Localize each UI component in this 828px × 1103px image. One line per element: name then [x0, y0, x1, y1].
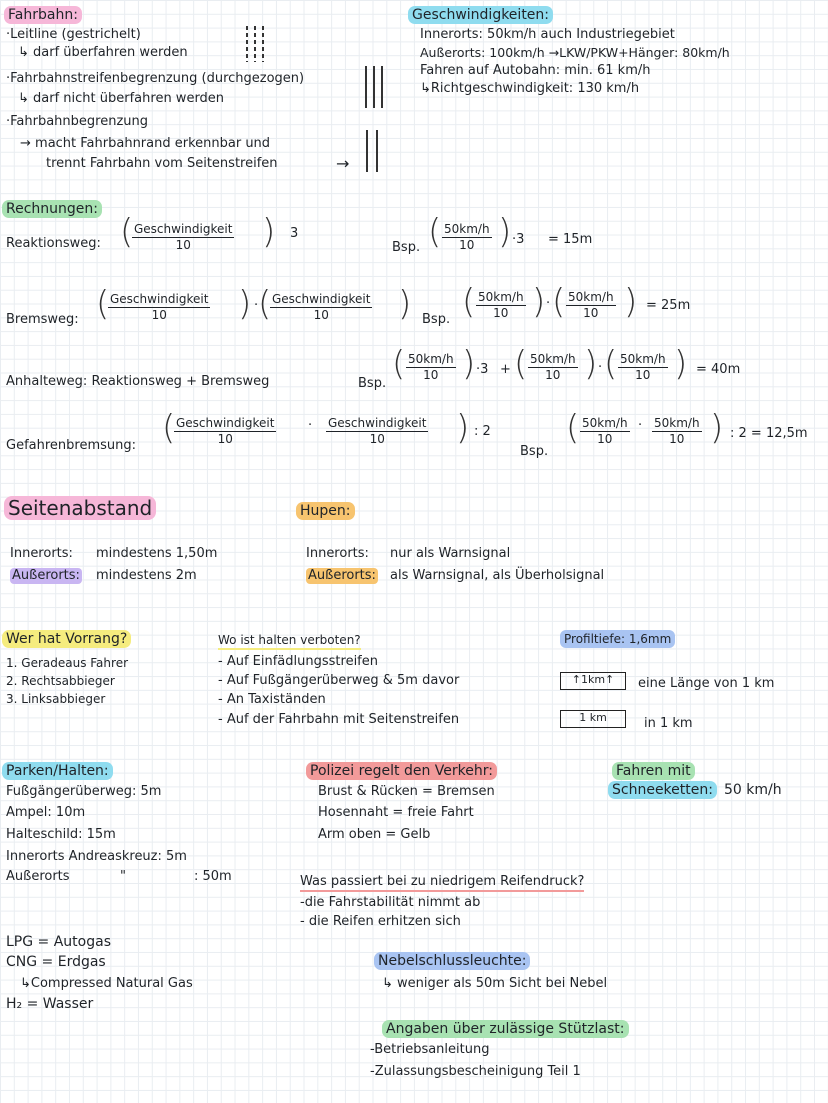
divide-two: : 2 — [474, 424, 491, 439]
parken-title: Parken/Halten: — [2, 762, 113, 780]
stuetzlast-title: Angaben über zulässige Stützlast: — [382, 1020, 629, 1038]
gefahrenbremsung-label: Gefahrenbremsung: — [6, 438, 137, 453]
parken-ausserorts-value: : 50m — [194, 869, 232, 884]
seitenabstand-ausserorts-value: mindestens 2m — [96, 568, 197, 583]
numerator: Geschwindigkeit — [110, 292, 209, 306]
denominator: 10 — [669, 432, 685, 446]
profiltiefe-title: Profiltiefe: 1,6mm — [560, 630, 675, 648]
list-item: 2. Rechtsabbieger — [6, 674, 115, 688]
length-sign-description: eine Länge von 1 km — [638, 676, 775, 691]
paren-open: ( — [96, 284, 110, 324]
fahrbahnbegrenzung-text: ·Fahrbahnbegrenzung — [6, 114, 149, 129]
paren-open: ( — [604, 344, 618, 384]
paren-open: ( — [162, 408, 176, 448]
bremsweg-result: = 25m — [646, 298, 691, 313]
denominator: 10 — [493, 306, 509, 320]
gefahren-example-a — [580, 416, 630, 447]
fahrbahn-title: Fahrbahn: — [4, 6, 82, 24]
list-item: - An Taxiständen — [218, 692, 326, 707]
list-item: -Betriebsanleitung — [370, 1042, 490, 1057]
gefahren-formula-b — [326, 416, 428, 447]
bremsweg-formula-a — [108, 292, 210, 323]
paren-close: ) — [584, 344, 598, 384]
h2-line: H₂ = Wasser — [6, 996, 94, 1012]
paren-close: ) — [398, 284, 412, 324]
numerator: Geschwindigkeit — [328, 416, 427, 430]
halten-verboten-title: Wo ist halten verboten? — [218, 632, 361, 650]
gefahren-result: : 2 = 12,5m — [730, 426, 808, 441]
cng-line: CNG = Erdgas — [6, 954, 106, 970]
bremsweg-label: Bremsweg: — [6, 312, 79, 327]
seitenabstand-ausserorts-label: Außerorts: — [12, 568, 80, 583]
paren-close: ) — [456, 408, 470, 448]
geschwindigkeiten-title: Geschwindigkeiten: — [408, 6, 553, 24]
anhalteweg-result: = 40m — [696, 362, 741, 377]
parken-line: Halteschild: 15m — [6, 827, 116, 842]
solid-line-icon — [365, 66, 389, 108]
paren-open: ( — [120, 212, 134, 252]
fahrbahnbegrenzung-note1: → macht Fahrbahnrand erkennbar und — [20, 136, 271, 151]
multiply-dot: · — [638, 418, 643, 433]
times-three: ·3 — [476, 362, 489, 377]
multiply-dot: · — [308, 418, 313, 433]
speed-line-2: Außerorts: 100km/h →LKW/PKW+Hänger: 80km/h — [420, 45, 730, 60]
schneeketten-line1: Fahren mit — [612, 762, 695, 780]
rechnungen-title: Rechnungen: — [2, 200, 102, 218]
anhalteweg-example-c — [618, 352, 668, 383]
schneeketten-label: Schneeketten: — [608, 781, 717, 799]
reaktionsweg-example — [442, 222, 492, 253]
denominator: 10 — [369, 432, 385, 446]
bremsweg-example-a — [476, 290, 526, 321]
cng-note: ↳Compressed Natural Gas — [20, 976, 193, 991]
nebel-title: Nebelschlussleuchte: — [374, 952, 530, 970]
numerator: 50km/h — [530, 352, 576, 366]
dashed-line-icon — [246, 26, 270, 62]
polizei-line: Arm oben = Gelb — [318, 827, 431, 842]
numerator: 50km/h — [620, 352, 666, 366]
schneeketten-value: 50 km/h — [724, 782, 782, 798]
anhalteweg-example-a — [406, 352, 456, 383]
denominator: 10 — [175, 238, 191, 252]
seitenabstand-title: Seitenabstand — [4, 496, 156, 520]
speed-line-1: Innerorts: 50km/h auch Industriegebiet — [420, 27, 675, 42]
parken-ausserorts-label: Außerorts — [6, 869, 70, 884]
bsp-label: Bsp. — [422, 312, 451, 327]
polizei-line: Hosennaht = freie Fahrt — [318, 805, 474, 820]
fahrbahnbegrenzung-note2: trennt Fahrbahn vom Seitenstreifen — [46, 156, 278, 171]
hupen-innerorts-label: Innerorts: — [306, 546, 369, 561]
paren-open: ( — [428, 212, 442, 252]
denominator: 10 — [597, 432, 613, 446]
speed-line-3: Fahren auf Autobahn: min. 61 km/h — [420, 63, 651, 78]
multiply-dot: · — [598, 360, 603, 375]
hupen-ausserorts-label: Außerorts: — [308, 568, 376, 583]
anhalteweg-example-b — [528, 352, 578, 383]
paren-close: ) — [624, 282, 638, 322]
bremsweg-example-b — [566, 290, 616, 321]
list-item: -Zulassungsbescheinigung Teil 1 — [370, 1064, 581, 1079]
numerator: Geschwindigkeit — [272, 292, 371, 306]
denominator: 10 — [635, 368, 651, 382]
denominator: 10 — [313, 308, 329, 322]
numerator: 50km/h — [582, 416, 628, 430]
denominator: 10 — [151, 308, 167, 322]
paren-close: ) — [674, 344, 688, 384]
distance-sign-icon: 1 km — [560, 710, 626, 728]
distance-sign-description: in 1 km — [644, 716, 693, 731]
polizei-title: Polizei regelt den Verkehr: — [306, 762, 497, 780]
hupen-title: Hupen: — [296, 502, 355, 520]
paren-open: ( — [392, 344, 406, 384]
arrow-right-icon: → — [336, 154, 350, 173]
parken-line: Fußgängerüberweg: 5m — [6, 784, 162, 799]
denominator: 10 — [217, 432, 233, 446]
paren-open: ( — [514, 344, 528, 384]
paren-close: ) — [462, 344, 476, 384]
paren-close: ) — [262, 212, 276, 252]
exponent-three: 3 — [290, 226, 299, 241]
denominator: 10 — [545, 368, 561, 382]
list-item: 3. Linksabbieger — [6, 692, 106, 706]
edge-line-icon — [360, 130, 384, 172]
list-item: 1. Geradeaus Fahrer — [6, 656, 129, 670]
bremsweg-formula-b — [270, 292, 372, 323]
paren-close: ) — [710, 408, 724, 448]
paren-open: ( — [258, 284, 272, 324]
numerator: 50km/h — [444, 222, 490, 236]
list-item: - die Reifen erhitzen sich — [300, 914, 461, 929]
denominator: 10 — [583, 306, 599, 320]
parken-line: Innerorts Andreaskreuz: 5m — [6, 849, 187, 864]
polizei-line: Brust & Rücken = Bremsen — [318, 784, 495, 799]
times-three: ·3 — [512, 232, 525, 247]
seitenabstand-innerorts-label: Innerorts: — [10, 546, 73, 561]
lpg-line: LPG = Autogas — [6, 934, 111, 950]
reifendruck-title: Was passiert bei zu niedrigem Reifendruck? — [300, 874, 584, 892]
denominator: 10 — [423, 368, 439, 382]
parken-line: Ampel: 10m — [6, 805, 86, 820]
nebel-note: ↳ weniger als 50m Sicht bei Nebel — [382, 976, 608, 991]
denominator: 10 — [459, 238, 475, 252]
numerator: 50km/h — [478, 290, 524, 304]
reaktionsweg-formula — [132, 222, 234, 253]
bsp-label: Bsp. — [392, 240, 421, 255]
bsp-label: Bsp. — [358, 376, 387, 391]
leitline-text: ·Leitline (gestrichelt) — [6, 27, 141, 42]
paren-close: ) — [532, 282, 546, 322]
list-item: -die Fahrstabilität nimmt ab — [300, 895, 481, 910]
plus-sign: + — [500, 362, 511, 377]
numerator: Geschwindigkeit — [176, 416, 275, 430]
seitenabstand-innerorts-value: mindestens 1,50m — [96, 546, 218, 561]
gefahren-formula-a — [174, 416, 276, 447]
length-sign-icon: ↑1km↑ — [560, 672, 626, 690]
paren-open: ( — [566, 408, 580, 448]
list-item: - Auf Einfädlungsstreifen — [218, 654, 378, 669]
ditto-mark: " — [120, 869, 126, 884]
bsp-label: Bsp. — [520, 444, 549, 459]
speed-line-4: ↳Richtgeschwindigkeit: 130 km/h — [420, 81, 640, 96]
paren-open: ( — [462, 282, 476, 322]
reaktionsweg-label: Reaktionsweg: — [6, 236, 101, 251]
begrenzung-text: ·Fahrbahnstreifenbegrenzung (durchgezogen) — [6, 71, 305, 86]
list-item: - Auf Fußgängerüberweg & 5m davor — [218, 673, 460, 688]
paren-close: ) — [238, 284, 252, 324]
paren-close: ) — [498, 212, 512, 252]
numerator: 50km/h — [408, 352, 454, 366]
hupen-innerorts-value: nur als Warnsignal — [390, 546, 511, 561]
paren-open: ( — [552, 282, 566, 322]
numerator: Geschwindigkeit — [134, 222, 233, 236]
multiply-dot: · — [254, 298, 259, 313]
multiply-dot: · — [546, 296, 551, 311]
list-item: - Auf der Fahrbahn mit Seitenstreifen — [218, 712, 460, 727]
reaktionsweg-result: = 15m — [548, 232, 593, 247]
vorrang-title: Wer hat Vorrang? — [2, 630, 131, 648]
anhalteweg-label: Anhalteweg: Reaktionsweg + Bremsweg — [6, 374, 270, 389]
hupen-ausserorts-value: als Warnsignal, als Überholsignal — [390, 568, 605, 583]
numerator: 50km/h — [654, 416, 700, 430]
leitline-note: ↳ darf überfahren werden — [18, 45, 188, 60]
numerator: 50km/h — [568, 290, 614, 304]
gefahren-example-b — [652, 416, 702, 447]
begrenzung-note: ↳ darf nicht überfahren werden — [18, 91, 225, 106]
